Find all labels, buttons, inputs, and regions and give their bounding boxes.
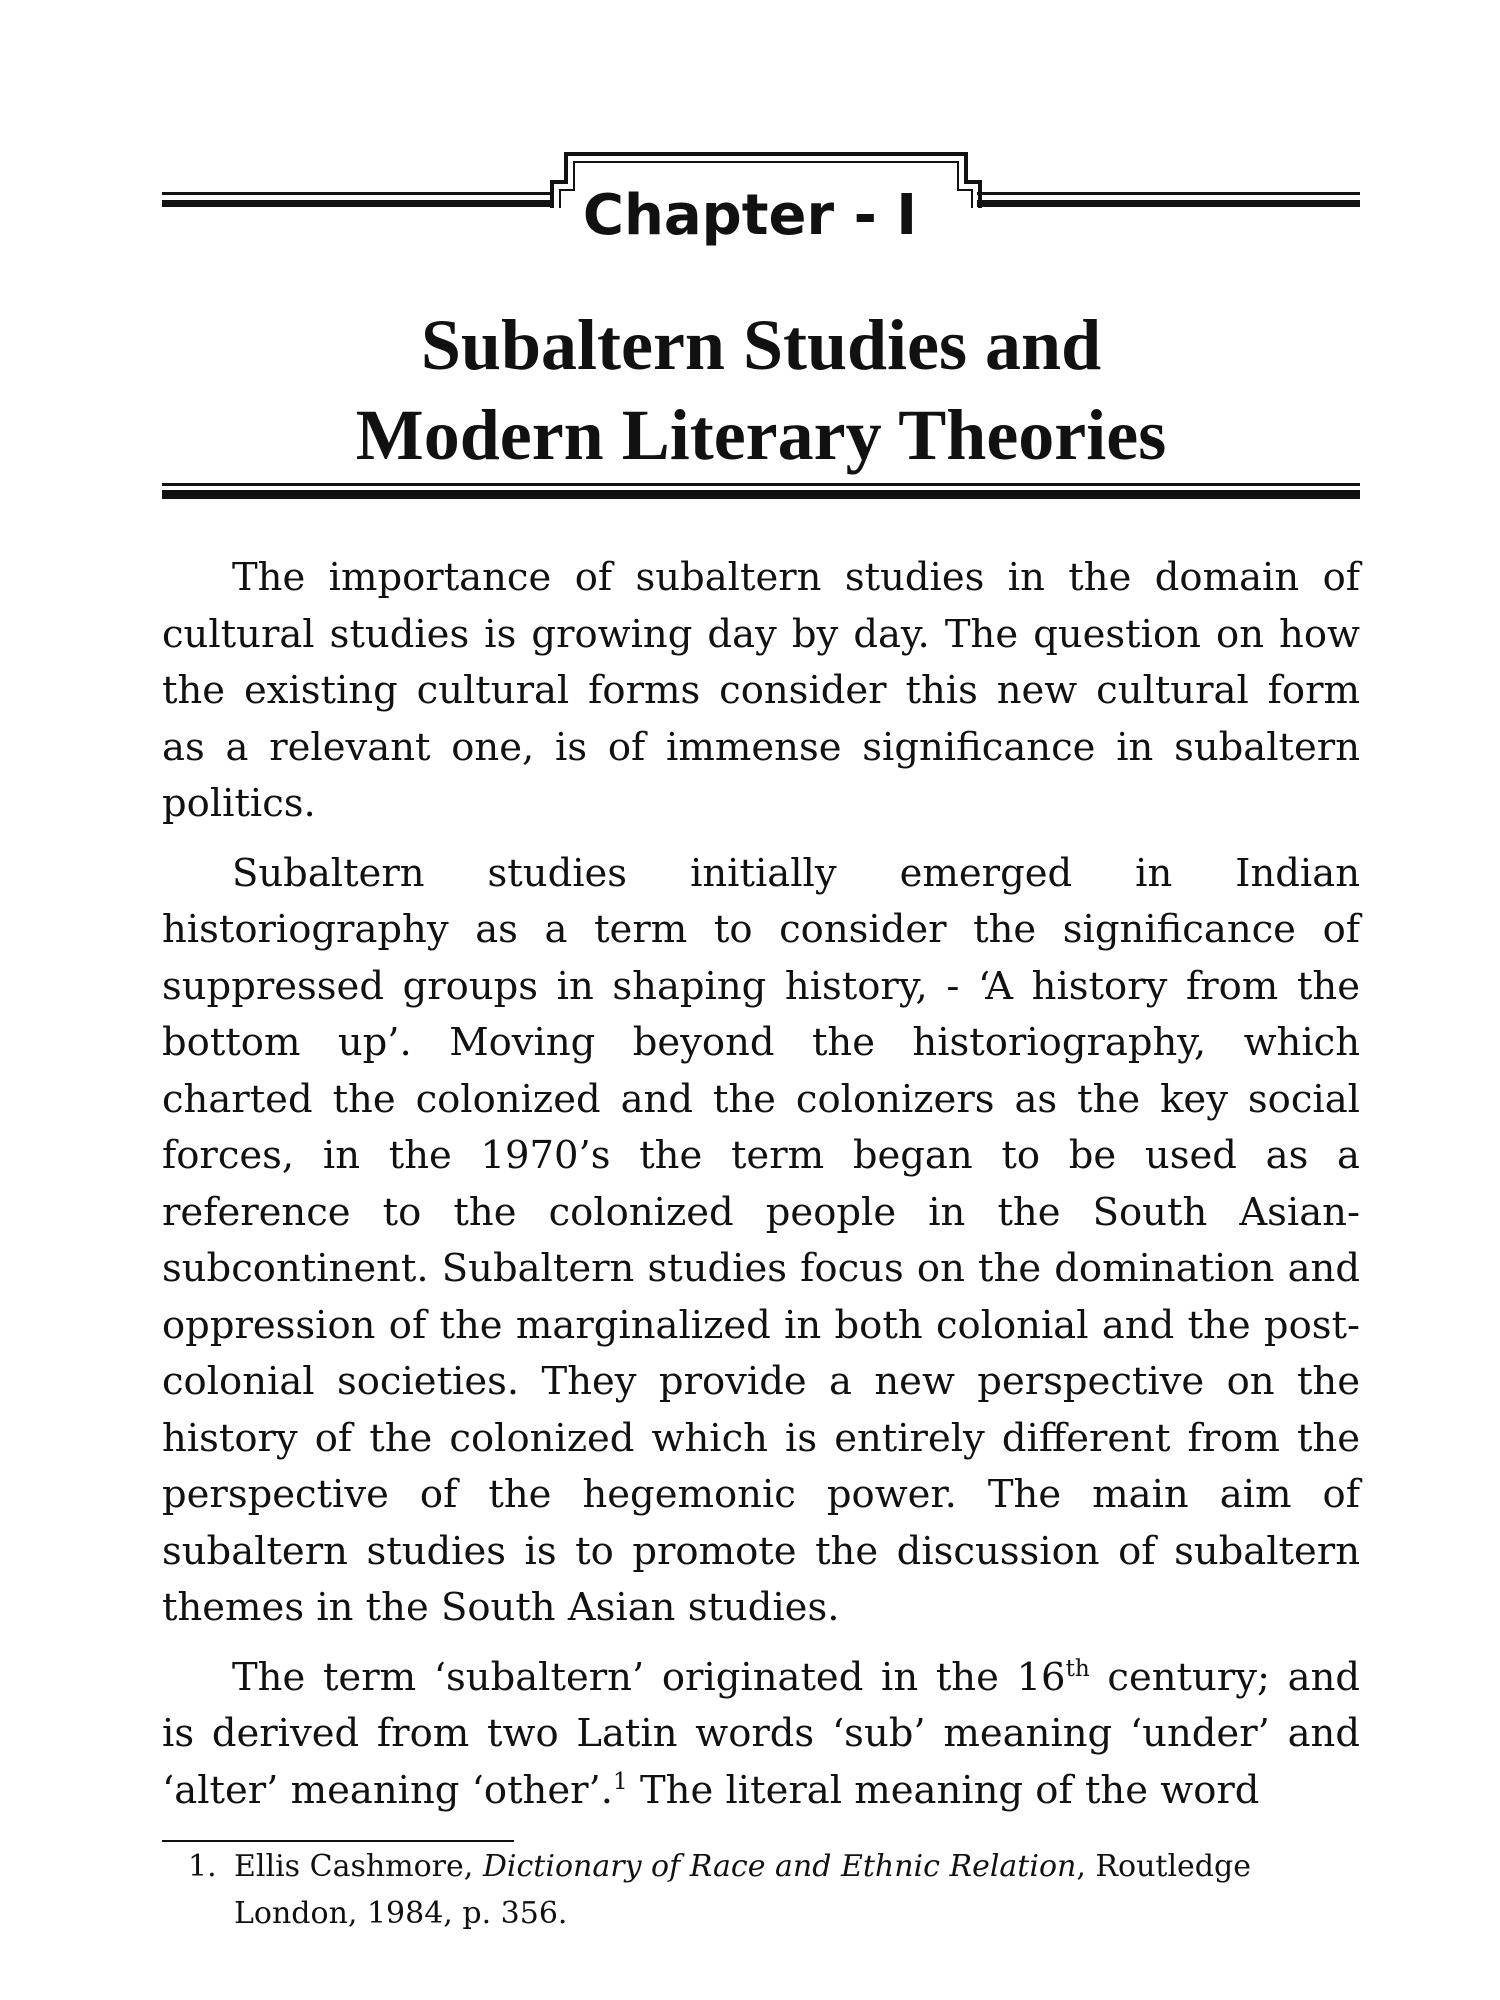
footnote-1 <box>188 1843 1360 1937</box>
paragraph-2: Subaltern studies initially emerged in Indian historiography as a term to consider the significance of suppressed groups in shaping history, - ‘A history from the bottom up’. Moving beyond the historiography, which charted the colonized and the colonizers as the key social forces, in the 1970’s the term began to be used as a reference to the colonized people in the South Asian-subcontinent. Subaltern studies focus on the domination and oppression of the marginalized in both colonial and the post-colonial societies. They provide a new perspective on the history of the colonized which is entirely different from the perspective of the hegemonic power. The main aim of subaltern studies is to promote the discussion of subaltern themes in the South Asian studies. <box>162 850 1360 1630</box>
chapter-title-line-1: Subaltern Studies and <box>420 305 1102 385</box>
chapter-label: Chapter - I <box>582 183 918 248</box>
footnote-publisher: , Routledge <box>1076 1849 1251 1884</box>
footnote-book-title: Dictionary of Race and Ethnic Relation <box>482 1849 1077 1884</box>
title-rule-thin <box>162 483 1360 486</box>
header-rule-left <box>162 192 552 208</box>
header-rule-right <box>977 192 1360 208</box>
footnote-author: Ellis Cashmore, <box>234 1849 483 1884</box>
body-text <box>162 550 1360 1832</box>
paragraph-3: The term ‘subaltern’ originated in the 16th century; and is derived from two Latin words ‘sub’ meaning ‘under’ and ‘alter’ meaning ‘other’.$^1$ The literal meaning of the word <box>162 1654 1361 1813</box>
footnote-rule <box>162 1840 514 1842</box>
footnote-ref-1: 1 <box>613 1768 628 1795</box>
footnote-number: 1. <box>188 1849 217 1884</box>
paragraph-1: The importance of subaltern studies in the domain of cultural studies is growing day by day. The question on how the existing cultural forms consider this new cultural form as a relevant one, is of immense significance in subaltern politics. <box>162 555 1360 826</box>
title-rule-thick <box>162 490 1360 499</box>
chapter-title-line-2: Modern Literary Theories <box>355 395 1167 475</box>
chapter-title <box>162 300 1360 480</box>
footnote-line-2: London, 1984, p. 356. <box>234 1896 568 1931</box>
superscript-th: th <box>1065 1655 1090 1682</box>
